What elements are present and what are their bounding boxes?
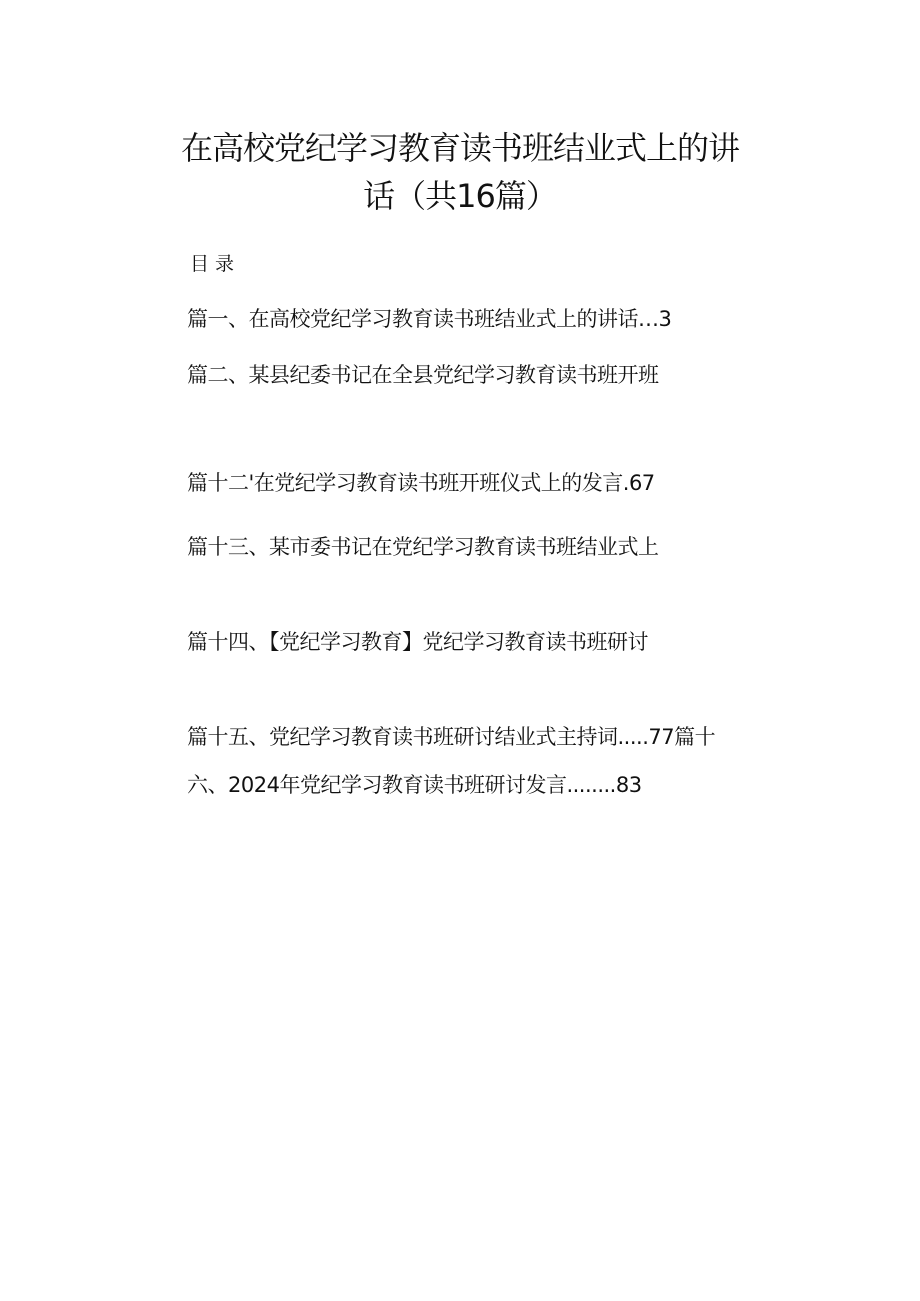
toc-entry-14: 篇十四、【党纪学习教育】党纪学习教育读书班研讨 (187, 630, 648, 654)
toc-entry-16: 六、2024年党纪学习教育读书班研讨发言........83 (187, 773, 642, 797)
toc-entry-2: 篇二、某县纪委书记在全县党纪学习教育读书班开班 (187, 363, 659, 387)
toc-entry-13: 篇十三、某市委书记在党纪学习教育读书班结业式上 (187, 535, 659, 559)
toc-entry-12: 篇十二'在党纪学习教育读书班开班仪式上的发言.67 (187, 471, 655, 495)
toc-heading: 目录 (190, 253, 241, 275)
toc-entry-15: 篇十五、党纪学习教育读书班研讨结业式主持词.....77篇十 (187, 725, 716, 749)
title-line-1: 在高校党纪学习教育读书班结业式上的讲 (180, 129, 739, 167)
document-title (150, 124, 770, 220)
title-line-2: 话（共16篇） (363, 177, 557, 215)
toc-entry-1: 篇一、在高校党纪学习教育读书班结业式上的讲话…3 (187, 307, 672, 331)
